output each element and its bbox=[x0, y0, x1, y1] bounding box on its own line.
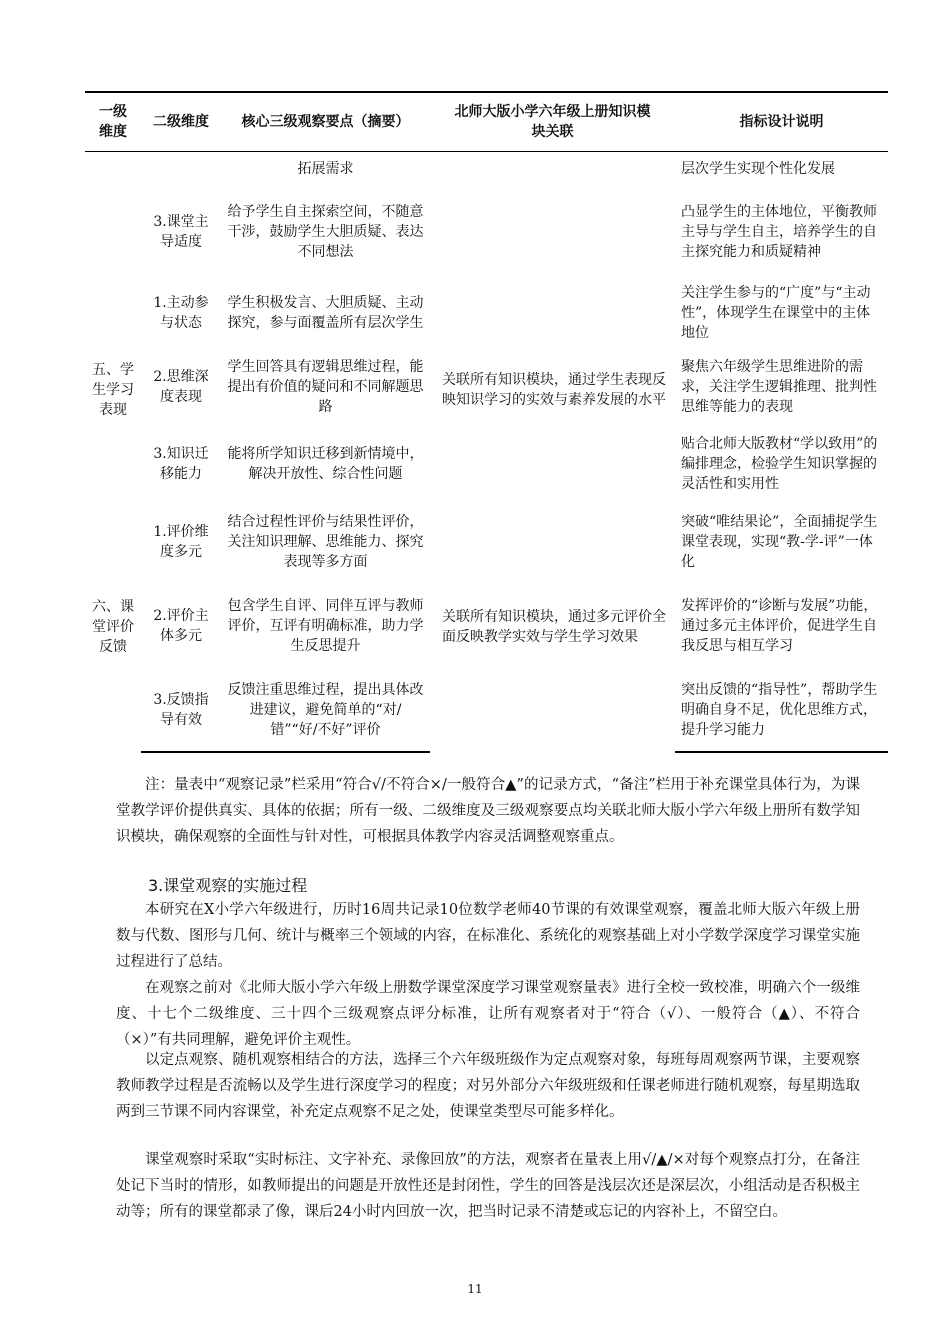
header-second-dimension: 二级维度 bbox=[141, 92, 221, 152]
desc-cell: 突出反馈的“指导性”，帮助学生明确自身不足，优化思维方式，提升学习能力 bbox=[675, 670, 888, 752]
second-dimension-cell: 1.评价维度多元 bbox=[153, 523, 209, 560]
second-dimension-cell: 1.主动参与状态 bbox=[153, 294, 209, 331]
second-dimension-cell: 2.思维深度表现 bbox=[153, 368, 209, 405]
table-row bbox=[85, 502, 888, 582]
header-core-points: 核心三级观察要点（摘要） bbox=[221, 92, 430, 152]
point-cell: 学生回答具有逻辑思维过程，能提出有价值的疑问和不同解题思路 bbox=[227, 358, 424, 415]
table-row bbox=[85, 278, 888, 348]
point-cell: 包含学生自评、同伴互评与教师评价，互评有明确标准，助力学生反思提升 bbox=[227, 597, 424, 654]
body-paragraph: 本研究在X小学六年级进行，历时16周共记录10位数学老师40节课的有效课堂观察，覆盖北师大版六年级上册数与代数、图形与几何、统计与概率三个领域的内容，在标准化、系统化的观察基础上对小学数学深度学习课堂实施过程进行了总结。 bbox=[116, 902, 860, 970]
desc-cell: 发挥评价的“诊断与发展”功能，通过多元主体评价，促进学生自我反思与相互学习 bbox=[681, 597, 878, 654]
table-row bbox=[85, 186, 888, 278]
table-header-row bbox=[85, 92, 888, 152]
second-dimension-cell: 3.知识迁移能力 bbox=[153, 445, 209, 482]
desc-cell: 聚焦六年级学生思维进阶的需求，关注学生逻辑推理、批判性思维等能力的表现 bbox=[681, 358, 877, 415]
point-cell: 学生积极发言、大胆质疑、主动探究，参与面覆盖所有层次学生 bbox=[227, 294, 424, 331]
point-cell: 给予学生自主探索空间，不随意干涉，鼓励学生大胆质疑、表达不同想法 bbox=[227, 203, 424, 260]
header-design-note: 指标设计说明 bbox=[675, 92, 888, 152]
section-heading: 3.课堂观察的实施过程 bbox=[148, 876, 308, 895]
observation-scale-table bbox=[85, 91, 888, 753]
body-paragraph: 课堂观察时采取“实时标注、文字补充、录像回放”的方法，观察者在量表上用√/▲/×对每个观察点打分，在备注处记下当时的情形，如教师提出的问题是开放性还是封闭性，学生的回答是浅层次还是深层次，小组活动是否积极主动等；所有的课堂都录了像，课后24小时内回放一次，把当时记录不清楚或忘记的内容补上，不留空白。 bbox=[116, 1152, 860, 1220]
second-dimension-cell: 3.课堂主导适度 bbox=[153, 213, 209, 250]
desc-cell: 贴合北师大版教材“学以致用”的编排理念，检验学生知识掌握的灵活性和实用性 bbox=[681, 435, 878, 492]
table-row bbox=[85, 152, 888, 186]
second-dimension-cell: 2.评价主体多元 bbox=[153, 607, 209, 644]
point-cell: 能将所学知识迁移到新情境中，解决开放性、综合性问题 bbox=[227, 445, 424, 482]
first-dimension-cell: 五、学生学习表现 bbox=[92, 361, 134, 418]
body-paragraph: 以定点观察、随机观察相结合的方法，选择三个六年级班级作为定点观察对象，每班每周观察两节课，主要观察教师教学过程是否流畅以及学生进行深度学习的程度；对另外部分六年级班级和任课老师进行随机观察，每星期选取两到三节课不同内容课堂，补充定点观察不足之处，使课堂类型尽可能多样化。 bbox=[116, 1052, 860, 1120]
desc-cell: 突破“唯结果论”，全面捕捉学生课堂表现，实现“教-学-评”一体化 bbox=[681, 513, 878, 570]
desc-cell: 关注学生参与的“广度”与“主动性”，体现学生在课堂中的主体地位 bbox=[681, 284, 871, 341]
first-dimension-cell: 六、课堂评价反馈 bbox=[92, 598, 134, 655]
point-cell: 反馈注重思维过程，提出具体改进建议，避免简单的“对/错”“好/不好”评价 bbox=[221, 670, 430, 752]
table-note: 注：量表中“观察记录”栏采用“符合√/不符合×/一般符合▲”的记录方式，“备注”栏用于补充课堂具体行为，为课堂教学评价提供真实、具体的依据；所有一级、二级维度及三级观察要点均关联北师大版小学六年级上册所有数学知识模块，确保观察的全面性与针对性，可根据具体教学内容灵活调整观察重点。 bbox=[116, 777, 860, 845]
header-knowledge-module: 北师大版小学六年级上册知识模 块关联 bbox=[430, 92, 675, 152]
second-dimension-cell: 3.反馈指导有效 bbox=[141, 670, 221, 752]
point-cell: 拓展需求 bbox=[297, 160, 354, 177]
header-first-dimension: 一级 维度 bbox=[85, 92, 141, 152]
desc-cell: 层次学生实现个性化发展 bbox=[681, 160, 835, 177]
point-cell: 结合过程性评价与结果性评价，关注知识理解、思维能力、探究表现等多方面 bbox=[227, 513, 424, 570]
module-cell: 关联所有知识模块，通过多元评价全面反映教学实效与学生学习效果 bbox=[442, 608, 666, 645]
page-number: 11 bbox=[467, 1282, 483, 1296]
module-cell: 关联所有知识模块，通过学生表现反映知识学习的实效与素养发展的水平 bbox=[442, 371, 666, 408]
body-paragraph: 在观察之前对《北师大版小学六年级上册数学课堂深度学习课堂观察量表》进行全校一致校准，明确六个一级维度、十七个二级维度、三十四个三级观察点评分标准，让所有观察者对于“符合（√）、一般符合（▲）、不符合（×）”有共同理解，避免评价主观性。 bbox=[116, 980, 860, 1048]
desc-cell: 凸显学生的主体地位，平衡教师主导与学生自主，培养学生的自主探究能力和质疑精神 bbox=[681, 203, 877, 260]
